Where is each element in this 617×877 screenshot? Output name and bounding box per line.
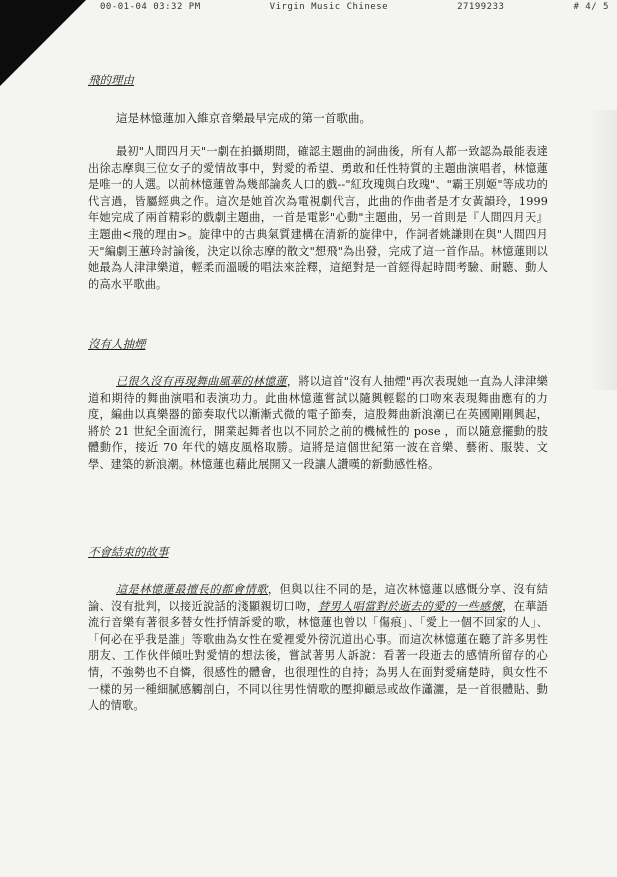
highlight-text: 替男人唱當對於逝去的愛的一些感懷: [318, 599, 503, 613]
fax-datetime: 00-01-04 03:32 PM: [100, 2, 201, 12]
section-body: 最初"人間四月天"一劇在拍攝期間，確認主題曲的詞曲後，所有人都一致認為最能表達出徐志摩與三位女子的愛情故事中，對愛的希望、勇敢和任性特質的主題曲演唱者，林憶蓮是唯一的人選。以前林憶蓮曾為幾部論炙人口的戲--"紅玫瑰與白玫瑰"、"霸王別姬"等成功的代言過，皆屬經典之作。這次是她首次為電視劇代言，此曲的作曲者是才女黃韻玲，1999 年她完成了兩首精彩的戲劇主題曲，一首是電影"心動"主題曲，另一首則是『人間四月天』主題曲<飛的理由>。旋律中的古典氣質建構在清新的旋律中，作詞者姚謙則在與"人間四月天"編劇王蕙玲討論後，決定以徐志摩的散文"想飛"為出發，完成了這一首作品。林憶蓮則以她最為人津津樂道，輕柔而溫暖的唱法來詮釋，這絕對是一首經得起時間考驗、耐聽、動人的高水平歌曲。: [88, 145, 548, 291]
section-endless-story: [88, 544, 548, 715]
body-text: ，將以這首"沒有人抽煙"再次表現她一直為人津津樂道和期待的舞曲演唱和表演功力。此曲林憶蓮嘗試以隨興輕鬆的口吻來表現舞曲應有的力度，編曲以真樂器的節奏取代以漸漸式微的電子節奏，這股舞曲新浪潮已在英國剛剛興起，將於 21 世紀全面流行，開業起舞者也以不同於之前的機械性的 pose ，而以隨意擺動的肢體動作，接近 70 年代的嬉皮風格取勝。這將是這個世紀第一波在音樂、藝術、服裝、文學、建築的新浪潮。林憶蓮也藉此展開又一段讓人讚嘆的新動感性格。: [88, 375, 548, 471]
section-body: [88, 582, 548, 715]
body-text: ，但與以往不同的是，這次林憶蓮以感慨分享、沒有結論、沒有批判，以接近說話的淺顯親切口吻，: [88, 583, 548, 613]
section-body: [88, 374, 548, 474]
section-title: 飛的理由: [88, 73, 134, 87]
section-title: 沒有人抽煙: [88, 337, 146, 351]
fax-number: 27199233: [457, 2, 505, 12]
section-fly-reason: [88, 72, 548, 293]
section-no-smoking: [88, 336, 548, 474]
highlight-text: 這是林憶蓮最擅長的都會情歌: [116, 583, 268, 596]
scan-corner-shadow: [0, 0, 86, 86]
section-lead: 這是林憶蓮加入維京音樂最早完成的第一首歌曲。: [116, 111, 372, 125]
section-title: 不會結束的故事: [88, 545, 169, 559]
fax-page: # 4/ 5: [573, 2, 609, 12]
fax-header: [100, 0, 609, 14]
body-text: ，在華語流行音樂有著很多替女性抒情訴愛的歌，林憶蓮也曾以「傷痕」、「愛上一個不回家的人」、「何必在乎我是誰」等歌曲為女性在愛裡愛外徬沉道出心事。而這次林憶蓮在聽了許多男性朋友、工作伙伴傾吐對愛情的想法後，嘗試著男人訴說：看著一段逝去的感情所留存的心情，不強勢也不自憐，很感性的體會，也很理性的自持；為男人在面對愛痛楚時，與女性不一樣的另一種細膩感觸剖白，不同以往男性情歌的壓抑顧忌或故作瀟灑，是一首很體貼、動人的情歌。: [88, 599, 548, 713]
highlight-text: 已很久沒有再現舞曲風華的林憶蓮: [116, 375, 287, 388]
fax-sender: Virgin Music Chinese: [269, 2, 389, 12]
scan-edge-shadow: [589, 110, 617, 390]
